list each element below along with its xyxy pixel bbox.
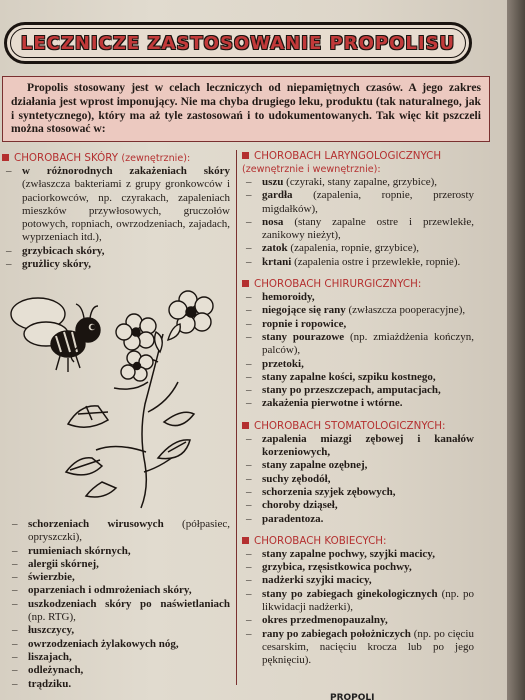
item-term: liszajach, bbox=[28, 650, 72, 663]
item-term: w różnorodnych zakażeniach skóry bbox=[22, 165, 230, 177]
item-term: choroby dziąseł, bbox=[262, 499, 338, 512]
item-term: hemoroidy, bbox=[262, 291, 315, 304]
section-stomatology bbox=[242, 420, 474, 526]
item-term: schorzenia szyjek zębowych, bbox=[262, 485, 396, 498]
list-item bbox=[242, 561, 474, 574]
skin-list-top bbox=[2, 165, 230, 271]
item-detail: (zapalenia, ropnie, grzybice), bbox=[287, 242, 419, 255]
item-detail: (np. po likwidacji nadżerki), bbox=[262, 587, 474, 614]
list-item bbox=[242, 574, 474, 587]
list-item bbox=[8, 664, 230, 677]
item-term: grzybica, rzęsistkowica pochwy, bbox=[262, 561, 412, 574]
heading-note: (zewnętrznie): bbox=[121, 153, 191, 164]
section-laryngology bbox=[242, 150, 474, 269]
item-term: zatok bbox=[262, 242, 288, 255]
item-term: niegojące się rany bbox=[262, 304, 346, 317]
list-item bbox=[8, 651, 230, 664]
list-item bbox=[242, 256, 474, 269]
item-term: zapalenia miazgi zębowej i kanałów korzeniowych, bbox=[262, 432, 474, 459]
list-item bbox=[242, 358, 474, 371]
red-square-bullet-icon bbox=[242, 537, 249, 544]
item-term: odleżynach, bbox=[28, 664, 84, 677]
article-title: LECZNICZE ZASTOSOWANIE PROPOLISU bbox=[20, 32, 456, 54]
item-term: grużlicy skóry, bbox=[22, 258, 92, 271]
page-edge bbox=[507, 0, 525, 700]
heading-note: (zewnętrznie i wewnętrznie): bbox=[242, 164, 381, 175]
item-detail: (zapalenia, ropnie, przerosty migdałków), bbox=[262, 189, 474, 215]
list-item bbox=[242, 459, 474, 472]
item-detail: (czyraki, stany zapalne, grzybice), bbox=[283, 176, 438, 188]
item-term: oparzeniach i odmrożeniach skóry, bbox=[28, 584, 192, 597]
item-term: uszu bbox=[262, 176, 284, 188]
list-item bbox=[242, 371, 474, 384]
list-item bbox=[8, 558, 230, 571]
item-term: rumieniach skórnych, bbox=[28, 544, 131, 557]
item-detail: (stany zapalne ostre i przewlekłe, zanikowy nieżyt), bbox=[262, 215, 474, 242]
section-heading-surgery bbox=[242, 278, 474, 291]
list-item bbox=[242, 384, 474, 397]
item-term: okres przedmenopauzalny, bbox=[262, 614, 388, 627]
red-square-bullet-icon bbox=[242, 422, 249, 429]
item-term: stany po zabiegach ginekologicznych bbox=[262, 587, 438, 600]
list-item bbox=[242, 304, 474, 317]
list-item bbox=[242, 318, 474, 331]
list-item bbox=[242, 513, 474, 526]
list-item bbox=[242, 291, 474, 304]
column-left-bottom bbox=[8, 518, 230, 691]
list-item bbox=[8, 518, 230, 545]
list-item bbox=[8, 571, 230, 584]
intro-box: Propolis stosowany jest w celach leczniczych od niepamiętnych czasów. A jego zakres działania jest wprost imponujący. Nie ma chyba drugiego leku, produktu (tak naturalnego, jak i syntetycznego), który ma aż tyle zastosowań i to udokumentowanych. Tak więc kit pszczeli można stosować w: bbox=[2, 76, 490, 142]
item-detail: (np. zmiażdżenia kończyn, palców), bbox=[262, 330, 475, 357]
red-square-bullet-icon bbox=[242, 280, 249, 287]
item-term: stany po przeszczepach, amputacjach, bbox=[262, 384, 441, 397]
bee-icon bbox=[11, 298, 100, 372]
item-term: nadżerki szyjki macicy, bbox=[262, 574, 372, 587]
list-item bbox=[242, 433, 474, 460]
list-item bbox=[242, 588, 474, 615]
heading-text: CHOROBACH STOMATOLOGICZNYCH: bbox=[254, 419, 446, 432]
bee-and-flower-illustration bbox=[8, 282, 230, 512]
item-term: przetoki, bbox=[262, 357, 304, 370]
stomatology-list bbox=[242, 433, 474, 526]
item-term: suchy zębodół, bbox=[262, 472, 331, 485]
list-item bbox=[242, 499, 474, 512]
section-heading-stomatology bbox=[242, 420, 474, 433]
list-item bbox=[242, 331, 474, 358]
list-item bbox=[242, 189, 474, 216]
column-right bbox=[242, 150, 474, 677]
item-term: alergii skórnej, bbox=[28, 557, 99, 570]
item-term: stany zapalne pochwy, szyjki macicy, bbox=[262, 547, 435, 560]
column-divider bbox=[236, 150, 237, 685]
item-detail: (np. po cięciu cesarskim, nacięciu krocza lub po jego pęknięciu). bbox=[262, 627, 474, 667]
item-term: rany po zabiegach położniczych bbox=[262, 627, 411, 640]
list-item bbox=[242, 548, 474, 561]
item-term: uszkodzeniach skóry po naświetlaniach bbox=[28, 597, 230, 610]
item-term: zakażenia pierwotne i wtórne. bbox=[262, 397, 403, 410]
item-term: stany zapalne kości, szpiku kostnego, bbox=[262, 370, 436, 383]
item-term: owrzodzeniach żylakowych nóg, bbox=[28, 637, 179, 650]
list-item bbox=[2, 258, 230, 271]
section-heading-gynecology bbox=[242, 535, 474, 548]
item-term: stany zapalne ozębnej, bbox=[262, 459, 368, 472]
item-detail: (np. RTG), bbox=[28, 611, 76, 624]
flower-blossom-icon bbox=[116, 291, 213, 381]
list-item bbox=[242, 473, 474, 486]
list-item bbox=[242, 397, 474, 410]
list-item bbox=[242, 614, 474, 627]
section-heading-skin bbox=[2, 152, 230, 165]
section-gynecology bbox=[242, 535, 474, 668]
list-item bbox=[242, 216, 474, 243]
list-item bbox=[2, 245, 230, 258]
heading-text: CHOROBACH KOBIECYCH: bbox=[254, 534, 387, 547]
heading-text: CHOROBACH SKÓRY bbox=[14, 152, 119, 164]
list-item bbox=[242, 176, 474, 189]
item-term: łuszczycy, bbox=[28, 624, 75, 637]
list-item bbox=[8, 678, 230, 691]
item-term: krtani bbox=[262, 255, 292, 268]
list-item bbox=[242, 242, 474, 255]
item-term: stany pourazowe bbox=[262, 330, 345, 343]
section-surgery bbox=[242, 278, 474, 411]
red-square-bullet-icon bbox=[2, 154, 9, 161]
item-term: nosa bbox=[262, 215, 284, 228]
skin-list-bottom bbox=[8, 518, 230, 691]
item-term: grzybicach skóry, bbox=[22, 244, 105, 257]
item-detail: (zapalenia ostre i przewlekłe, ropnie). bbox=[291, 255, 461, 268]
list-item bbox=[8, 545, 230, 558]
list-item bbox=[8, 624, 230, 637]
list-item bbox=[8, 638, 230, 651]
list-item bbox=[242, 486, 474, 499]
column-left-top bbox=[2, 152, 230, 271]
list-item bbox=[8, 598, 230, 625]
list-item bbox=[2, 165, 230, 245]
gynecology-list bbox=[242, 548, 474, 668]
item-detail: (zwłaszcza bakteriami z grupy gronkowców i paciorkowców, np. czyrakach, zapaleniach mieszków przywłosowych, gruczołów potowych, ropniach, owrzodzeniach, zajadach, wyprzeniach itd.), bbox=[22, 178, 230, 244]
section-heading-laryngology bbox=[242, 150, 474, 176]
item-term: świerzbie, bbox=[28, 571, 75, 584]
list-item bbox=[8, 584, 230, 597]
item-detail: (półpasiec, opryszczki), bbox=[28, 518, 230, 544]
item-term: trądziku. bbox=[28, 677, 72, 690]
laryngology-list bbox=[242, 176, 474, 269]
red-square-bullet-icon bbox=[242, 152, 249, 159]
item-term: paradentoza. bbox=[262, 512, 324, 525]
item-term: gardła bbox=[262, 189, 293, 202]
item-detail: (zwłaszcza pooperacyjne), bbox=[345, 304, 466, 317]
list-item bbox=[242, 628, 474, 668]
next-article-fragment: PROPOLI bbox=[330, 693, 375, 700]
item-term: schorzeniach wirusowych bbox=[28, 518, 164, 530]
surgery-list bbox=[242, 291, 474, 411]
heading-text: CHOROBACH CHIRURGICZNYCH: bbox=[254, 278, 422, 291]
heading-text: CHOROBACH LARYNGOLOGICZNYCH bbox=[254, 150, 442, 162]
item-term: ropnie i ropowice, bbox=[262, 317, 347, 330]
title-banner bbox=[4, 22, 472, 64]
